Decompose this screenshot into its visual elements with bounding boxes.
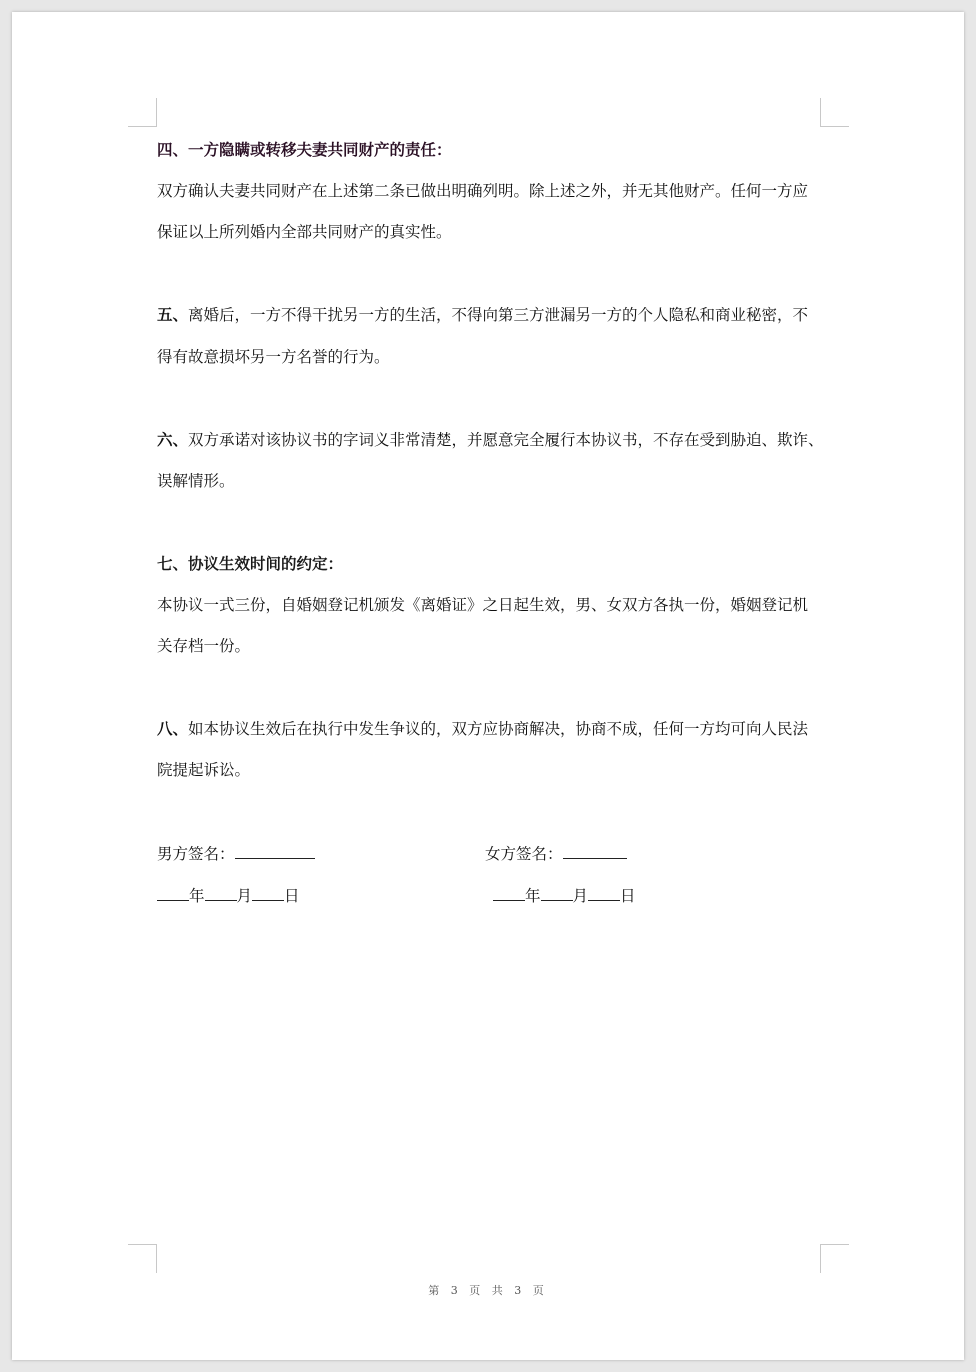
section-7-title: 七、协议生效时间的约定： (157, 555, 344, 573)
section-4-title (157, 139, 452, 161)
crop-mark-top-right (820, 98, 849, 127)
female-day-blank[interactable] (588, 886, 620, 901)
female-month-label: 月 (572, 887, 589, 905)
section-4-line-1: 双方确认夫妻共同财产在上述第二条已做出明确列明。除上述之外，并无其他财产。任何一方应 (157, 182, 809, 200)
section-7-line-1: 本协议一式三份，自婚姻登记机颁发《离婚证》之日起生效，男、女双方各执一份，婚姻登记机 (157, 596, 809, 614)
male-signature (157, 843, 315, 865)
document-page (12, 12, 964, 1360)
female-signature (485, 843, 627, 865)
section-8-line-2: 院提起诉讼。 (157, 761, 251, 779)
section-5-line-1 (157, 304, 808, 326)
crop-mark-bottom-right (820, 1244, 849, 1273)
male-month-label: 月 (236, 887, 253, 905)
male-month-blank[interactable] (205, 886, 237, 901)
female-signature-label: 女方签名： (485, 845, 563, 863)
female-date (493, 885, 636, 907)
page-footer: 第 3 页 共 3 页 (428, 1284, 548, 1297)
section-7-line-2: 关存档一份。 (157, 637, 251, 655)
section-6-line-2: 误解情形。 (157, 472, 235, 490)
male-signature-blank[interactable] (235, 844, 315, 859)
male-date (157, 885, 300, 907)
female-year-label: 年 (525, 887, 541, 905)
section-6-line-1-text: 双方承诺对该协议书的字词义非常清楚，并愿意完全履行本协议书，不存在受到胁迫、欺诈、 (188, 431, 824, 449)
section-6-line-1 (157, 429, 824, 451)
section-4-line-2: 保证以上所列婚内全部共同财产的真实性。 (157, 223, 452, 241)
section-4-title-text: 四、一方隐瞒或转移夫妻共同财产的责任： (157, 141, 452, 159)
female-month-blank[interactable] (541, 886, 573, 901)
male-year-blank[interactable] (157, 886, 189, 901)
section-8-line-1-text: 如本协议生效后在执行中发生争议的，双方应协商解决，协商不成，任何一方均可向人民法 (188, 720, 809, 738)
section-5-line-2: 得有故意损坏另一方名誉的行为。 (157, 348, 390, 366)
female-day-label: 日 (620, 887, 636, 905)
section-5-number: 五、 (157, 306, 189, 324)
male-signature-label: 男方签名： (157, 845, 235, 863)
male-day-label: 日 (284, 887, 300, 905)
crop-mark-bottom-left (128, 1244, 157, 1273)
section-5-line-1-text: 离婚后，一方不得干扰另一方的生活，不得向第三方泄漏另一方的个人隐私和商业秘密，不 (188, 306, 809, 324)
female-signature-blank[interactable] (563, 844, 627, 859)
male-day-blank[interactable] (252, 886, 284, 901)
male-year-label: 年 (189, 887, 205, 905)
section-6-number: 六、 (157, 431, 189, 449)
female-year-blank[interactable] (493, 886, 525, 901)
section-8-number: 八、 (157, 720, 189, 738)
crop-mark-top-left (128, 98, 157, 127)
section-8-line-1 (157, 718, 808, 740)
